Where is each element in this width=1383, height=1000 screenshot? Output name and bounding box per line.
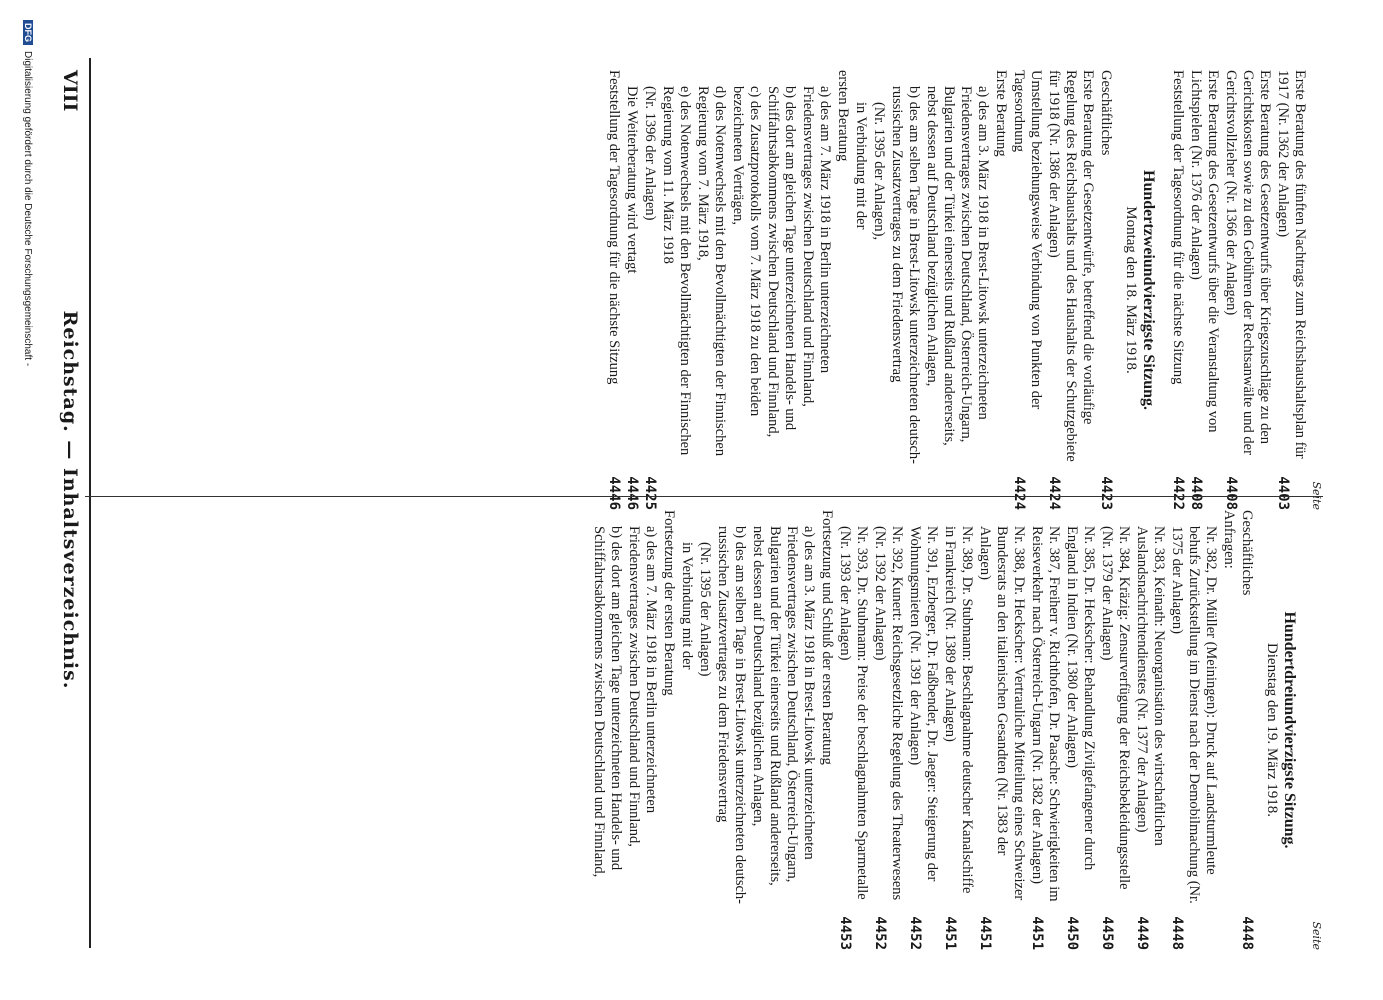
- toc-entry: [694, 70, 728, 510]
- dfg-logo: DFG: [23, 20, 33, 45]
- toc-page-number: 4451: [942, 916, 958, 950]
- toc-entry: [871, 510, 905, 950]
- page-title: Reichstag. — Inhaltsverzeichnis.: [59, 310, 81, 690]
- toc-page-number: 4425: [642, 476, 658, 510]
- toc-entry: [1098, 510, 1132, 950]
- toc-entry-text: b) des dort am gleichen Tage unterzeichneten Handels- und Schiffahrtsabkommens zwischen Deutschland und Finnland,: [591, 526, 624, 878]
- toc-entry-text: Die Weiterberatung wird vertagt: [624, 86, 640, 274]
- session-heading: Hundertzweiundvierzigste Sitzung.: [1140, 170, 1157, 410]
- toc-entry-text: a) des am 3. März 1918 in Brest-Litowsk unterzeichneten Friedensvertrages zwischen Deutschland, Österreich-Ungarn, Bulgarien und der Türkei einerseits und Rußland andererseits, nebst dessen auf Deutschland bezüglichen Anlagen,: [924, 86, 991, 446]
- toc-page-number: 4403: [1275, 476, 1291, 510]
- toc-entry-text: Nr. 383, Keinath: Neuorganisation des wirtschaftlichen Auslandsnachrichtendienstes (Nr. 1377 der Anlagen): [1134, 526, 1167, 846]
- toc-entry-text: Erste Beratung: [993, 70, 1009, 157]
- toc-entry: [992, 70, 1009, 510]
- toc-entry: [660, 510, 677, 950]
- toc-page-number: 4408: [1188, 476, 1204, 510]
- toc-entry-text: Erste Beratung der Gesetzentwürfe, betreffend die vorläufige Regelung des Reichshaushalts und des Haushalts der Schutzgebiete für 1918 (Nr. 1386 der Anlagen): [1046, 70, 1096, 462]
- toc-entry-text: Nr. 389, Dr. Stubmann: Beschlagnahme deutscher Kanalschiffe in Frankreich (Nr. 1389 der Anlagen): [942, 526, 975, 894]
- toc-entry: [799, 70, 833, 510]
- toc-entry: [659, 70, 693, 510]
- toc-page-number: 4448: [1239, 916, 1255, 950]
- toc-entry: [1045, 70, 1096, 510]
- dfg-note: [22, 20, 33, 980]
- toc-entry: [1238, 510, 1255, 950]
- toc-entry-text: (Nr. 1395 der Anlagen),: [871, 102, 887, 241]
- toc-entry: [1274, 70, 1308, 510]
- running-head: [47, 70, 81, 930]
- toc-entry: [1097, 70, 1114, 510]
- toc-entry: [1028, 510, 1062, 950]
- toc-entry-text: b) des am selben Tage in Brest-Litowsk unterzeichneten deutsch-russischen Zusatzvertrages zu dem Friedensvertrag: [715, 526, 748, 905]
- toc-entry: [923, 70, 991, 510]
- toc-entry-text: Erste Beratung des Gesetzentwurfs über Kriegszuschläge zu den Gerichtskosten sowie zu den Gebühren der Rechtsanwälte und der Gerichtsvollzieher (Nr. 1366 der Anlagen): [1223, 70, 1273, 455]
- toc-entry: [818, 510, 835, 950]
- toc-entry: [678, 510, 695, 950]
- toc-page-number: 4451: [977, 916, 993, 950]
- toc-entry-text: (Nr. 1395 der Anlagen): [697, 542, 713, 677]
- toc-entry: [764, 70, 798, 510]
- column-divider: [85, 496, 1323, 497]
- toc-entry-text: Nr. 391, Erzberger, Dr. Faßbender, Dr. Jaeger: Steigerung der Wohnungsmieten (Nr. 1391 der Anlagen): [907, 526, 940, 882]
- toc-page-number: 4424: [1011, 476, 1027, 510]
- toc-entry-text: d) des Notenwechsels mit den Bevollmächtigten der Finnischen Regierung vom 7. März 1918,: [695, 86, 728, 457]
- toc-page-number: 4408: [1223, 476, 1239, 510]
- toc-entry-text: Erste Beratung des fünften Nachtrags zum Reichshaushaltsplan für 1917 (Nr. 1362 der Anlagen): [1275, 70, 1308, 459]
- toc-entry-text: b) des am selben Tage in Brest-Litowsk unterzeichneten deutsch-russischen Zusatzvertrages zu dem Friedensvertrag: [889, 86, 922, 465]
- toc-page-number: 4446: [606, 476, 622, 510]
- toc-entry: [641, 70, 658, 510]
- toc-page-number: 4448: [1169, 916, 1185, 950]
- toc-entry: [1220, 510, 1237, 950]
- toc-page-number: 4446: [624, 476, 640, 510]
- toc-entry-text: Fortsetzung und Schluß der ersten Beratung: [819, 510, 835, 765]
- toc-entry-text: Nr. 393, Dr. Stubmann: Preise der beschlagnahmten Sparmetalle (Nr. 1393 der Anlagen): [837, 526, 870, 900]
- toc-entry: [834, 70, 851, 510]
- toc-entry: [1168, 510, 1219, 950]
- toc-entry-text: Nr. 384, Kräzig: Zensurverfügung der Reichsbekleidungsstelle (Nr. 1379 der Anlagen): [1099, 526, 1132, 890]
- toc-entry: [729, 70, 763, 510]
- toc-entry-text: b) des dort am gleichen Tage unterzeichneten Handels- und Schiffahrtsabkommens zwischen Deutschland und Finnland,: [765, 86, 798, 438]
- toc-entry-text: Nr. 382, Dr. Müller (Meiningen): Druck auf Landsturmleute behufs Zurückstellung im Dienst nach der Demobilmachung (Nr. 1375 der Anlagen): [1169, 526, 1219, 904]
- toc-entry-text: Nr. 385, Dr. Heckscher: Behandlung Zivilgefangener durch England in Indien (Nr. 1380 der Anlagen): [1064, 526, 1097, 871]
- toc-entry-text: Nr. 387, Freiherr v. Richthofen, Dr. Paasche: Schwierigkeiten im Reiseverkehr nach Österreich-Ungarn (Nr. 1382 der Anlagen): [1029, 526, 1062, 902]
- toc-entry-text: Erste Beratung des Gesetzentwurfs über die Veranstaltung von Lichtspielen (Nr. 1376 der Anlagen): [1188, 70, 1221, 433]
- toc-page-number: 4450: [1099, 916, 1115, 950]
- toc-page-number: 4451: [1029, 916, 1045, 950]
- toc-entry: [696, 510, 713, 950]
- page-number: VIII: [59, 70, 81, 112]
- toc-entry: [976, 510, 1027, 950]
- toc-entry: [605, 70, 622, 510]
- toc-entry-text: Anfragen:: [1221, 510, 1237, 569]
- toc-entry-text: Geschäftliches: [1098, 70, 1114, 156]
- toc-entry: [1169, 70, 1186, 510]
- toc-entry: [714, 510, 748, 950]
- right-column: [80, 510, 1323, 950]
- toc-entry: [852, 70, 869, 510]
- toc-entry: [1063, 510, 1097, 950]
- toc-entry-text: Fortsetzung der ersten Beratung: [661, 510, 677, 696]
- toc-entry: [623, 70, 640, 510]
- toc-entry: [1010, 70, 1044, 510]
- session-date: Dienstag den 19. März 1918.: [1264, 642, 1280, 818]
- toc-entry-text: Nr. 388, Dr. Heckscher: Vertrauliche Mitteilung eines Schweizer Bundesrats an den italienischen Gesandten (Nr. 1383 der Anlagen): [977, 526, 1027, 901]
- toc-page-number: 4449: [1134, 916, 1150, 950]
- toc-entry: [870, 70, 887, 510]
- toc-entry: [1222, 70, 1273, 510]
- toc-entry-text: c) des Zusatzprotokolls vom 7. März 1918 zu den beiden bezeichneten Verträgen,: [730, 86, 763, 417]
- toc-entry: [1133, 510, 1167, 950]
- toc-entry: [1187, 70, 1221, 510]
- toc-entry: [906, 510, 940, 950]
- toc-entry-text: Umstellung beziehungsweise Verbindung von Punkten der Tagesordnung: [1011, 70, 1044, 410]
- toc-entry-text: in Verbindung mit der: [679, 542, 695, 670]
- left-column: [80, 70, 1323, 510]
- toc-entry: [590, 510, 624, 950]
- toc-entry: [836, 510, 870, 950]
- toc-entry: [749, 510, 817, 950]
- toc-page-number: 4452: [907, 916, 923, 950]
- toc-entry-text: in Verbindung mit der: [853, 102, 869, 230]
- toc-page-number: 4423: [1098, 476, 1114, 510]
- toc-entry-text: ersten Beratung: [835, 70, 851, 162]
- toc-entry-text: (Nr. 1396 der Anlagen): [642, 86, 658, 221]
- toc-entry: [625, 510, 659, 950]
- toc-entry-text: Nr. 392, Kunert: Reichsgesetzliche Regelung des Theaterwesens (Nr. 1392 der Anlagen): [872, 526, 905, 901]
- seite-label: Seite: [1310, 921, 1323, 950]
- toc-entry-text: a) des am 3. März 1918 in Brest-Litowsk unterzeichneten Friedensvertrages zwischen Deutschland, Österreich-Ungarn, Bulgarien und der Türkei einerseits und Rußland andererseits, nebst dessen auf Deutschland bezüglichen Anlagen,: [750, 526, 817, 886]
- toc-entry-text: a) des am 7. März 1918 in Berlin unterzeichneten Friedensvertrages zwischen Deutschland und Finnland,: [800, 86, 833, 407]
- toc-page-number: 4453: [837, 916, 853, 950]
- toc-entry-text: Geschäftliches: [1239, 510, 1255, 596]
- session-heading: Hundertdreiundvierzigste Sitzung.: [1281, 611, 1298, 849]
- toc-entry-text: Feststellung der Tagesordnung für die nächste Sitzung: [1170, 70, 1186, 385]
- toc-entry: [941, 510, 975, 950]
- session-date: Montag den 18. März 1918.: [1123, 206, 1139, 374]
- toc-page-number: 4422: [1170, 476, 1186, 510]
- toc-entry-text: Feststellung der Tagesordnung für die nächste Sitzung: [606, 70, 622, 385]
- toc-page-number: 4452: [872, 916, 888, 950]
- toc-entry-text: a) des am 7. März 1918 in Berlin unterzeichneten Friedensvertrages zwischen Deutschland und Finnland,: [626, 526, 659, 847]
- toc-entry-text: e) des Notenwechsels mit den Bevollmächtigten der Finnischen Regierung vom 11. März 1918: [660, 86, 693, 456]
- seite-label: Seite: [1310, 481, 1323, 510]
- toc-page-number: 4450: [1064, 916, 1080, 950]
- toc-entry: [888, 70, 922, 510]
- toc-page-number: 4424: [1046, 476, 1062, 510]
- dfg-note-text: Digitalisierung gefördert durch die Deutsche Forschungsgemeinschaft -: [22, 51, 33, 367]
